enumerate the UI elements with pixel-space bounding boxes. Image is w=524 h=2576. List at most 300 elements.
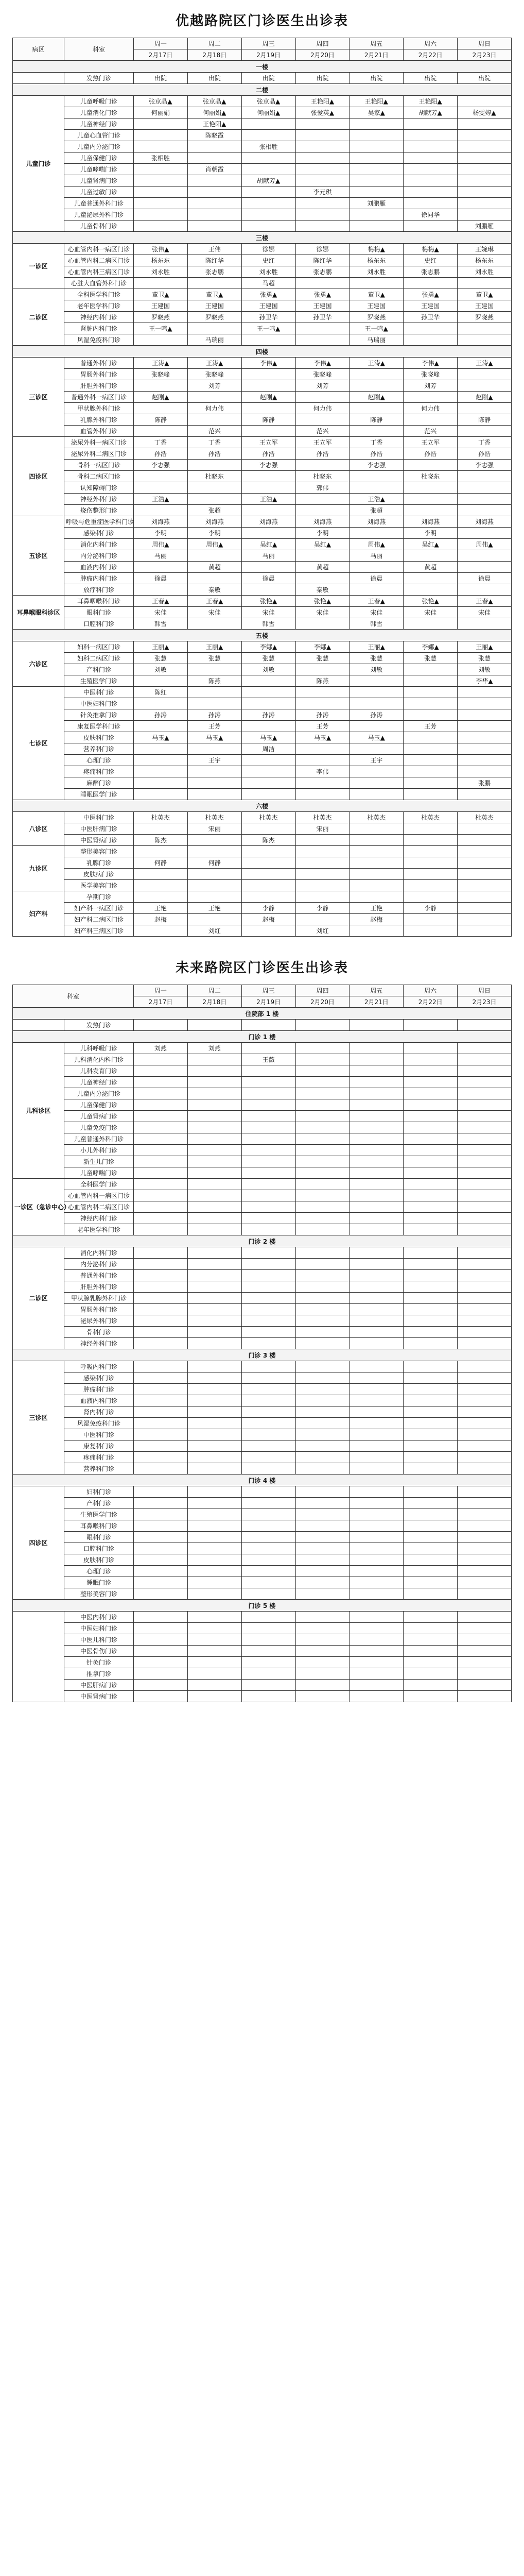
doctor-cell: 王一鸣▲ [241,323,295,334]
floor-row [13,232,512,244]
doctor-cell [458,584,512,596]
doctor-cell [241,925,295,937]
dept-cell: 内分泌科门诊 [64,550,134,562]
doctor-cell: 陈红华 [295,255,350,266]
doctor-cell: 张京晶▲ [134,96,188,107]
doctor-cell [187,1224,241,1235]
doctor-cell [295,1577,350,1588]
doctor-cell [295,1327,350,1338]
doctor-cell [404,1043,458,1054]
doctor-cell: 王艳 [350,903,404,914]
doctor-cell: 张超 [187,505,241,516]
dept-cell: 康复科门诊 [64,1440,134,1452]
area-cell: 耳鼻喉眼科诊区 [13,596,64,630]
doctor-cell [134,1372,188,1384]
doctor-cell [404,221,458,232]
doctor-cell: 李明 [134,528,188,539]
doctor-cell: 杜英杰 [187,812,241,823]
doctor-cell [404,1440,458,1452]
doctor-cell: 孙浩 [350,448,404,460]
doctor-cell [350,1099,404,1111]
doctor-cell [404,1065,458,1077]
doctor-cell [458,1361,512,1372]
doctor-cell: 孙涛 [241,709,295,721]
doctor-cell [404,1668,458,1680]
dept-cell: 儿童消化门诊 [64,107,134,118]
doctor-cell [404,1463,458,1475]
doctor-cell: 刘永胜 [134,266,188,278]
doctor-cell [404,880,458,891]
doctor-cell: 刘永胜 [458,266,512,278]
table-row [13,777,512,789]
doctor-cell [404,1247,458,1259]
doctor-cell [187,1122,241,1133]
doctor-cell: 张艳▲ [295,596,350,607]
doctor-cell [241,164,295,175]
doctor-cell [187,914,241,925]
doctor-cell [350,1691,404,1702]
dept-cell: 儿童内分泌门诊 [64,1088,134,1099]
doctor-cell [404,505,458,516]
table-row [13,618,512,630]
doctor-cell: 范兴 [187,426,241,437]
doctor-cell [134,1122,188,1133]
floor-label: 四楼 [13,346,512,358]
doctor-cell [404,1361,458,1372]
doctor-cell: 杨东东 [458,255,512,266]
doctor-cell [187,175,241,187]
doctor-cell [187,777,241,789]
doctor-cell [350,698,404,709]
floor-label: 三楼 [13,232,512,244]
doctor-cell [241,1293,295,1304]
doctor-cell [350,925,404,937]
doctor-cell [241,1099,295,1111]
doctor-cell [134,1691,188,1702]
doctor-cell [134,1088,188,1099]
doctor-cell: 马丽 [350,550,404,562]
doctor-cell [134,164,188,175]
dept-cell: 针灸推拿门诊 [64,709,134,721]
doctor-cell [295,846,350,857]
doctor-cell: 王婉琳 [458,244,512,255]
doctor-cell [134,1054,188,1065]
doctor-cell: 胡献芳▲ [241,175,295,187]
doctor-cell [458,1077,512,1088]
doctor-cell [134,755,188,766]
doctor-cell [350,1361,404,1372]
doctor-cell [241,1281,295,1293]
doctor-cell [187,1247,241,1259]
dept-cell: 甲状腺乳腺外科门诊 [64,1293,134,1304]
doctor-cell [134,1156,188,1167]
doctor-cell [458,505,512,516]
doctor-cell [458,209,512,221]
dept-cell: 睡眠医学门诊 [64,789,134,800]
doctor-cell [134,1224,188,1235]
doctor-cell [187,1201,241,1213]
dept-cell: 皮肤病门诊 [64,869,134,880]
table-row [13,766,512,777]
dept-cell: 中医肝病门诊 [64,1680,134,1691]
doctor-cell: 徐晨 [241,573,295,584]
floor-row [13,1031,512,1043]
doctor-cell [295,221,350,232]
doctor-cell [295,1498,350,1509]
doctor-cell: 马玉▲ [350,732,404,743]
doctor-cell [458,1634,512,1646]
doctor-cell: 刘海燕 [134,516,188,528]
doctor-cell: 刘芳 [295,380,350,392]
doctor-cell [404,869,458,880]
doctor-cell: 孙浩 [458,448,512,460]
doctor-cell [350,1372,404,1384]
doctor-cell: 孙浩 [241,448,295,460]
dept-cell: 儿童免疫门诊 [64,1122,134,1133]
doctor-cell [350,1509,404,1520]
doctor-cell: 宋丽 [295,823,350,835]
doctor-cell [134,891,188,903]
doctor-cell [187,766,241,777]
doctor-cell [241,1680,295,1691]
table-row [13,709,512,721]
doctor-cell [458,1190,512,1201]
doctor-cell [295,1623,350,1634]
doctor-cell [458,1315,512,1327]
doctor-cell [350,1213,404,1224]
doctor-cell: 肖朝霞 [187,164,241,175]
doctor-cell [458,925,512,937]
doctor-cell [350,675,404,687]
doctor-cell [350,1201,404,1213]
table-row [13,1111,512,1122]
dept-cell: 胃肠外科门诊 [64,1304,134,1315]
doctor-cell [295,1293,350,1304]
doctor-cell [458,1554,512,1566]
table-row [13,1418,512,1429]
doctor-cell [295,1452,350,1463]
doctor-cell: 王艳阳▲ [295,96,350,107]
doctor-cell [241,1315,295,1327]
doctor-cell: 徐晨 [458,573,512,584]
doctor-cell [350,1304,404,1315]
doctor-cell [404,835,458,846]
doctor-cell: 杜英杰 [458,812,512,823]
doctor-cell [134,1338,188,1349]
doctor-cell [458,1406,512,1418]
doctor-cell: 孙涛 [350,709,404,721]
doctor-cell [350,1532,404,1543]
doctor-cell [458,403,512,414]
doctor-cell [134,1167,188,1179]
doctor-cell [295,141,350,152]
doctor-cell [241,1372,295,1384]
doctor-cell [404,1224,458,1235]
doctor-cell [350,152,404,164]
doctor-cell: 周伟▲ [350,539,404,550]
doctor-cell [350,1395,404,1406]
doctor-cell [458,709,512,721]
doctor-cell [404,584,458,596]
table-row [13,1577,512,1588]
doctor-cell: 范兴 [404,426,458,437]
dept-cell: 儿童呼吸门诊 [64,96,134,107]
floor-row [13,1600,512,1612]
doctor-cell [295,1043,350,1054]
doctor-cell: 李志强 [350,460,404,471]
doctor-cell [134,278,188,289]
doctor-cell [187,1691,241,1702]
dept-cell: 血液内科门诊 [64,1395,134,1406]
doctor-cell [350,1577,404,1588]
table-row [13,664,512,675]
table-row [13,141,512,152]
doctor-cell: 王涛▲ [350,358,404,369]
doctor-cell [458,1498,512,1509]
doctor-cell [187,1179,241,1190]
table-row [13,266,512,278]
dept-cell: 风湿免疫科门诊 [64,334,134,346]
doctor-cell: 宋佳 [187,607,241,618]
doctor-cell: 刘芳 [187,380,241,392]
dept-cell: 骨科二病区门诊 [64,471,134,482]
table-row [13,460,512,471]
doctor-cell [241,505,295,516]
table-row [13,1543,512,1554]
doctor-cell [134,1315,188,1327]
doctor-cell [295,664,350,675]
doctor-cell [295,118,350,130]
dept-cell: 老年医学科门诊 [64,1224,134,1235]
doctor-cell: 孙卫华 [295,312,350,323]
doctor-cell [134,1440,188,1452]
doctor-cell [350,1543,404,1554]
doctor-cell [295,550,350,562]
date-header: 2月23日 [458,49,512,61]
doctor-cell [404,1498,458,1509]
doctor-cell [187,1054,241,1065]
dept-cell: 营养科门诊 [64,1463,134,1475]
doctor-cell [350,164,404,175]
doctor-cell [350,1281,404,1293]
doctor-cell [187,1657,241,1668]
table-row [13,1213,512,1224]
doctor-cell: 梅梅▲ [404,244,458,255]
doctor-cell [295,1213,350,1224]
doctor-cell: 张艳▲ [404,596,458,607]
doctor-cell [404,789,458,800]
doctor-cell [187,460,241,471]
doctor-cell [187,1588,241,1600]
doctor-cell [350,562,404,573]
table-row [13,914,512,925]
doctor-cell [404,1452,458,1463]
doctor-cell [458,175,512,187]
dept-cell: 肿瘤科门诊 [64,1384,134,1395]
doctor-cell [134,1293,188,1304]
doctor-cell [404,130,458,141]
doctor-cell: 马瑞丽 [350,334,404,346]
table-row [13,1179,512,1190]
table-row [13,1498,512,1509]
doctor-cell [458,96,512,107]
doctor-cell [458,380,512,392]
doctor-cell [404,278,458,289]
doctor-cell [295,1088,350,1099]
doctor-cell [134,925,188,937]
doctor-cell [295,414,350,426]
dept-cell: 疼痛科门诊 [64,1452,134,1463]
doctor-cell: 周伟▲ [187,539,241,550]
doctor-cell: 孙浩 [134,448,188,460]
doctor-cell: 赵梅 [241,914,295,925]
doctor-cell [458,1156,512,1167]
column-header: 科室 [64,38,134,61]
doctor-cell [295,1133,350,1145]
doctor-cell [458,1065,512,1077]
doctor-cell [241,1020,295,1031]
doctor-cell [350,1088,404,1099]
doctor-cell [404,1281,458,1293]
doctor-cell: 李伟▲ [295,358,350,369]
dept-cell: 妇科一病区门诊 [64,641,134,653]
table-row [13,209,512,221]
doctor-cell: 王宇 [187,755,241,766]
doctor-cell [295,1361,350,1372]
doctor-cell: 张慧 [404,653,458,664]
dept-cell: 儿科消化内科门诊 [64,1054,134,1065]
doctor-cell [187,1304,241,1315]
doctor-cell [187,698,241,709]
doctor-cell: 马丽 [134,550,188,562]
doctor-cell [241,869,295,880]
doctor-cell [241,130,295,141]
doctor-cell [458,687,512,698]
doctor-cell [404,1099,458,1111]
doctor-cell [404,1315,458,1327]
doctor-cell [458,1099,512,1111]
table-row [13,107,512,118]
doctor-cell [187,1486,241,1498]
dept-cell: 呼吸与危重症医学科门诊 [64,516,134,528]
doctor-cell [295,698,350,709]
doctor-cell [187,1259,241,1270]
table-row [13,607,512,618]
doctor-cell [350,766,404,777]
table-row [13,1532,512,1543]
dept-cell: 针灸门诊 [64,1657,134,1668]
floor-label: 五楼 [13,630,512,641]
doctor-cell [404,698,458,709]
doctor-cell [134,789,188,800]
doctor-cell [404,1201,458,1213]
doctor-cell: 刘燕 [134,1043,188,1054]
doctor-cell [134,209,188,221]
doctor-cell [241,1065,295,1077]
doctor-cell [458,141,512,152]
doctor-cell [404,1167,458,1179]
floor-label: 住院部 1 楼 [13,1008,512,1020]
dept-cell: 泌尿外科门诊 [64,1315,134,1327]
doctor-cell [134,1304,188,1315]
doctor-cell: 赵刚▲ [241,392,295,403]
table-row [13,164,512,175]
doctor-cell [295,1509,350,1520]
doctor-cell [241,1145,295,1156]
table-row [13,1612,512,1623]
doctor-cell [187,1612,241,1623]
doctor-cell: 出院 [187,73,241,84]
doctor-cell [404,1612,458,1623]
dept-cell: 中医妇科门诊 [64,1623,134,1634]
doctor-cell [295,1315,350,1327]
doctor-cell [404,914,458,925]
doctor-cell [241,1111,295,1122]
doctor-cell [404,1304,458,1315]
dept-cell: 心理门诊 [64,755,134,766]
doctor-cell: 陈杰 [134,835,188,846]
doctor-cell [187,1065,241,1077]
doctor-cell [187,187,241,198]
dept-cell: 妇科门诊 [64,1486,134,1498]
table-row [13,1315,512,1327]
doctor-cell [295,1247,350,1259]
doctor-cell [404,1077,458,1088]
doctor-cell: 王丽▲ [187,641,241,653]
doctor-cell [295,1156,350,1167]
table-row [13,312,512,323]
doctor-cell [295,573,350,584]
doctor-cell [404,1418,458,1429]
doctor-cell [350,1566,404,1577]
doctor-cell [241,1304,295,1315]
floor-label: 门诊 2 楼 [13,1235,512,1247]
doctor-cell: 孙浩 [187,448,241,460]
table-row [13,755,512,766]
doctor-cell [134,1077,188,1088]
doctor-cell [404,687,458,698]
doctor-cell [295,1384,350,1395]
doctor-cell [404,482,458,494]
doctor-cell [187,323,241,334]
doctor-cell [134,1065,188,1077]
doctor-cell [404,1213,458,1224]
floor-row [13,1008,512,1020]
doctor-cell [241,777,295,789]
dept-cell: 肾脏内科门诊 [64,323,134,334]
doctor-cell: 王一鸣▲ [134,323,188,334]
doctor-cell [241,1452,295,1463]
doctor-cell [134,1680,188,1691]
doctor-cell [241,1247,295,1259]
doctor-cell [458,1395,512,1406]
doctor-cell: 宋佳 [350,607,404,618]
table-row [13,1065,512,1077]
doctor-cell [350,130,404,141]
doctor-cell [458,1145,512,1156]
dept-cell: 儿童保健门诊 [64,1099,134,1111]
doctor-cell [187,1532,241,1543]
doctor-cell [404,152,458,164]
doctor-cell [350,1406,404,1418]
doctor-cell [458,766,512,777]
doctor-cell [350,1384,404,1395]
table-row [13,1088,512,1099]
table-row [13,426,512,437]
date-header: 2月19日 [241,49,295,61]
doctor-cell: 出院 [241,73,295,84]
doctor-cell [404,1111,458,1122]
